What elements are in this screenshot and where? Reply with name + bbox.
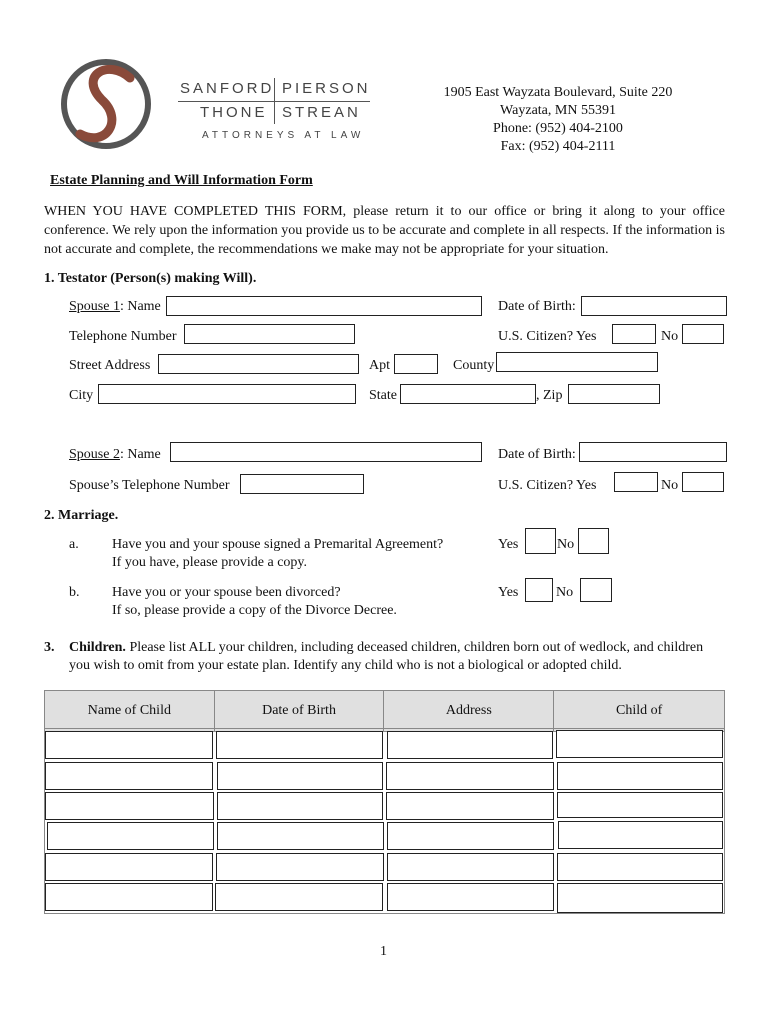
firm-phone: Phone: (952) 404-2100 — [493, 121, 623, 136]
child-2-dob-cell[interactable] — [217, 762, 383, 790]
marriage-b-marker: b. — [69, 585, 80, 600]
child-6-dob-cell[interactable] — [215, 883, 383, 911]
page-number: 1 — [380, 944, 387, 959]
spouse2-citizen-label: U.S. Citizen? Yes — [498, 478, 597, 493]
marriage-b-question: Have you or your spouse been divorced? — [112, 585, 341, 600]
child-2-childof-cell[interactable] — [557, 762, 723, 790]
column-address: Address — [384, 691, 554, 732]
child-1-childof-cell[interactable] — [556, 730, 723, 758]
spouse2-dob-label: Date of Birth: — [498, 447, 576, 462]
child-3-dob-cell[interactable] — [217, 792, 383, 820]
spouse1-telephone-input[interactable] — [184, 324, 355, 344]
child-3-name-cell[interactable] — [45, 792, 214, 820]
spouse2-citizen-no-label: No — [661, 478, 679, 493]
spouse2-name-label: Spouse 2: Name — [69, 447, 161, 462]
spouse1-telephone-label: Telephone Number — [69, 329, 177, 344]
children-table — [44, 690, 725, 732]
county-input[interactable] — [496, 352, 658, 372]
marriage-b-note: If so, please provide a copy of the Divorce Decree. — [112, 603, 397, 618]
child-5-dob-cell[interactable] — [216, 853, 384, 881]
city-input[interactable] — [98, 384, 356, 404]
firm-name-bottom-left: THONE — [200, 104, 268, 121]
child-5-address-cell[interactable] — [387, 853, 554, 881]
state-label: State — [369, 388, 397, 403]
zip-input[interactable] — [568, 384, 660, 404]
child-5-childof-cell[interactable] — [557, 853, 723, 881]
child-3-childof-cell[interactable] — [557, 792, 723, 818]
spouse1-citizen-yes-box[interactable] — [612, 324, 656, 344]
spouse2-dob-input[interactable] — [579, 442, 727, 462]
spouse1-name-label: Spouse 1: Name — [69, 299, 161, 314]
child-2-name-cell[interactable] — [45, 762, 213, 790]
intro-paragraph: WHEN YOU HAVE COMPLETED THIS FORM, please return it to our office or bring it along to your office conference. We rely upon the information you provide us to be accurate and complete in all respects. If the information is not accurate and complete, the recommendations we make may not be appropriate for your situation. — [44, 204, 725, 257]
apt-label: Apt — [369, 358, 390, 373]
address-line2: Wayzata, MN 55391 — [500, 103, 616, 118]
child-6-address-cell[interactable] — [387, 883, 554, 911]
street-address-label: Street Address — [69, 358, 151, 373]
spouse2-telephone-input[interactable] — [240, 474, 364, 494]
child-6-childof-cell[interactable] — [557, 883, 723, 913]
spouse1-dob-input[interactable] — [581, 296, 727, 316]
marriage-a-yes-label: Yes — [498, 537, 519, 552]
child-5-name-cell[interactable] — [45, 853, 213, 881]
firm-logo — [58, 56, 168, 156]
marriage-b-yes-label: Yes — [498, 585, 519, 600]
spouse2-telephone-label: Spouse’s Telephone Number — [69, 478, 230, 493]
spouse1-name-input[interactable] — [166, 296, 482, 316]
marriage-b-no-box[interactable] — [580, 578, 612, 602]
marriage-a-yes-box[interactable] — [525, 528, 556, 554]
firm-tagline: ATTORNEYS AT LAW — [202, 130, 365, 141]
section3-heading: Children. Please list ALL your children, including deceased children, children born out of wedlock, and children you wish to omit from your estate plan. Identify any child who is not a biological or adopted child. — [69, 640, 704, 673]
marriage-a-no-box[interactable] — [578, 528, 609, 554]
child-4-dob-cell[interactable] — [217, 822, 384, 850]
child-4-address-cell[interactable] — [387, 822, 554, 850]
firm-fax: Fax: (952) 404-2111 — [500, 139, 616, 154]
marriage-a-note: If you have, please provide a copy. — [112, 555, 308, 570]
section3-number: 3. — [44, 640, 55, 655]
child-6-name-cell[interactable] — [45, 883, 213, 911]
section1-heading: 1. Testator (Person(s) making Will). — [44, 271, 257, 286]
marriage-a-question: Have you and your spouse signed a Premarital Agreement? — [112, 537, 444, 552]
state-input[interactable] — [400, 384, 536, 404]
marriage-a-marker: a. — [69, 537, 79, 552]
child-3-address-cell[interactable] — [386, 792, 554, 820]
city-label: City — [69, 388, 94, 403]
child-4-childof-cell[interactable] — [558, 821, 723, 849]
spouse2-citizen-no-box[interactable] — [682, 472, 724, 492]
column-date-of-birth: Date of Birth — [214, 691, 384, 732]
marriage-b-yes-box[interactable] — [525, 578, 553, 602]
child-1-name-cell[interactable] — [45, 731, 213, 759]
child-4-name-cell[interactable] — [47, 822, 214, 850]
county-label: County — [453, 358, 495, 373]
column-child-of: Child of — [554, 691, 725, 732]
child-2-address-cell[interactable] — [386, 762, 554, 790]
marriage-a-no-label: No — [557, 537, 575, 552]
logo-divider-horizontal — [178, 101, 370, 102]
column-name-of-child: Name of Child — [45, 691, 215, 732]
firm-name-top-left: SANFORD — [180, 80, 275, 97]
marriage-b-no-label: No — [556, 585, 574, 600]
child-1-dob-cell[interactable] — [216, 731, 383, 759]
firm-name-top-right: PIERSON — [282, 80, 371, 97]
child-1-address-cell[interactable] — [387, 731, 553, 759]
street-address-input[interactable] — [158, 354, 359, 374]
section2-heading: 2. Marriage. — [44, 508, 119, 523]
form-title: Estate Planning and Will Information Form — [50, 173, 313, 188]
spouse1-citizen-label: U.S. Citizen? Yes — [498, 329, 597, 344]
zip-label: , Zip — [536, 388, 563, 403]
firm-address-block — [420, 84, 696, 156]
address-line1: 1905 East Wayzata Boulevard, Suite 220 — [443, 85, 673, 100]
spouse1-citizen-no-label: No — [661, 329, 679, 344]
spouse1-dob-label: Date of Birth: — [498, 299, 576, 314]
apt-input[interactable] — [394, 354, 438, 374]
children-table-header — [45, 691, 725, 732]
spouse1-citizen-no-box[interactable] — [682, 324, 724, 344]
spouse2-name-input[interactable] — [170, 442, 482, 462]
spouse2-citizen-yes-box[interactable] — [614, 472, 658, 492]
firm-name-bottom-right: STREAN — [282, 104, 361, 121]
